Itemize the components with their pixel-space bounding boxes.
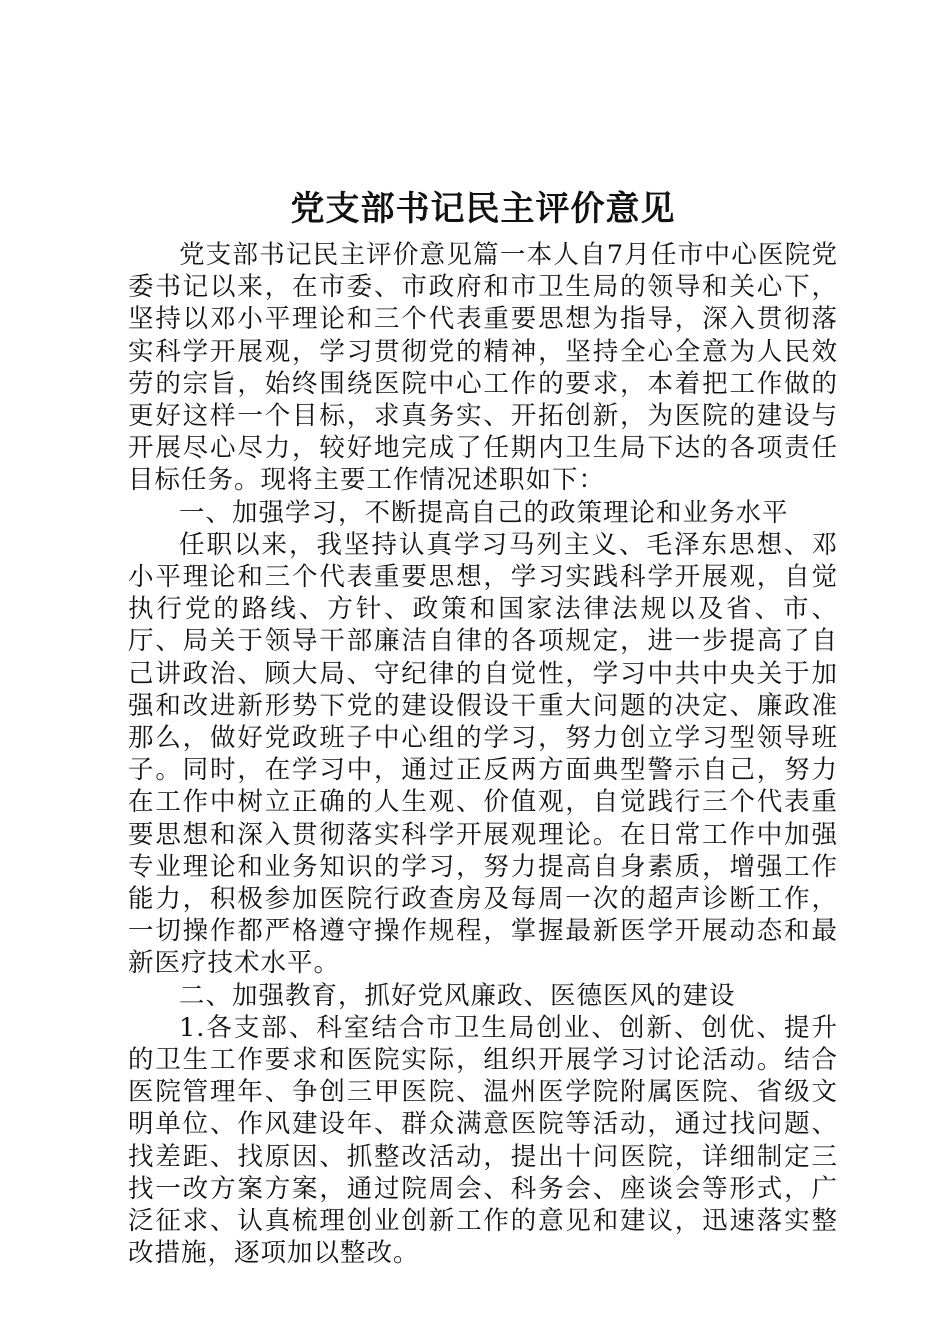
document-title: 党支部书记民主评价意见 bbox=[290, 189, 676, 229]
paragraph-section-2-item-1: 1.各支部、科室结合市卫生局创业、创新、创优、提升的卫生工作要求和医院实际，组织开展学习讨论活动。结合医院管理年、争创三甲医院、温州医学院附属医院、省级文明单位、作风建设年、群众满意医院等活动，通过找问题、找差距、找原因、抓整改活动，提出十问医院，详细制定三找一改方案方案，通过院周会、科务会、座谈会等形式，广泛征求、认真梳理创业创新工作的意见和建议，迅速落实整改措施，逐项加以整改。 bbox=[128, 1012, 838, 1269]
document-body bbox=[128, 239, 838, 1270]
paragraph-section-1: 任职以来，我坚持认真学习马列主义、毛泽东思想、邓小平理论和三个代表重要思想，学习实践科学开展观，自觉执行党的路线、方针、政策和国家法律法规以及省、市、厅、局关于领导干部廉洁自律的各项规定，进一步提高了自己讲政治、顾大局、守纪律的自觉性，学习中共中央关于加强和改进新形势下党的建设假设干重大问题的决定、廉政准那么，做好党政班子中心组的学习，努力创立学习型领导班子。同时，在学习中，通过正反两方面典型警示自己，努力在工作中树立正确的人生观、价值观，自觉践行三个代表重要思想和深入贯彻落实科学开展观理论。在日常工作中加强专业理论和业务知识的学习，努力提高自身素质，增强工作能力，积极参加医院行政查房及每周一次的超声诊断工作，一切操作都严格遵守操作规程，掌握最新医学开展动态和最新医疗技术水平。 bbox=[128, 529, 838, 979]
section-heading-1: 一、加强学习，不断提高自己的政策理论和业务水平 bbox=[179, 497, 789, 528]
section-heading-2: 二、加强教育，抓好党风廉政、医德医风的建设 bbox=[179, 980, 736, 1011]
paragraph-intro: 党支部书记民主评价意见篇一本人自7月任市中心医院党委书记以来，在市委、市政府和市卫生局的领导和关心下，坚持以邓小平理论和三个代表重要思想为指导，深入贯彻落实科学开展观，学习贯彻党的精神，坚持全心全意为人民效劳的宗旨，始终围绕医院中心工作的要求，本着把工作做的更好这样一个目标，求真务实、开拓创新，为医院的建设与开展尽心尽力，较好地完成了任期内卫生局下达的各项责任目标任务。现将主要工作情况述职如下： bbox=[128, 240, 838, 496]
